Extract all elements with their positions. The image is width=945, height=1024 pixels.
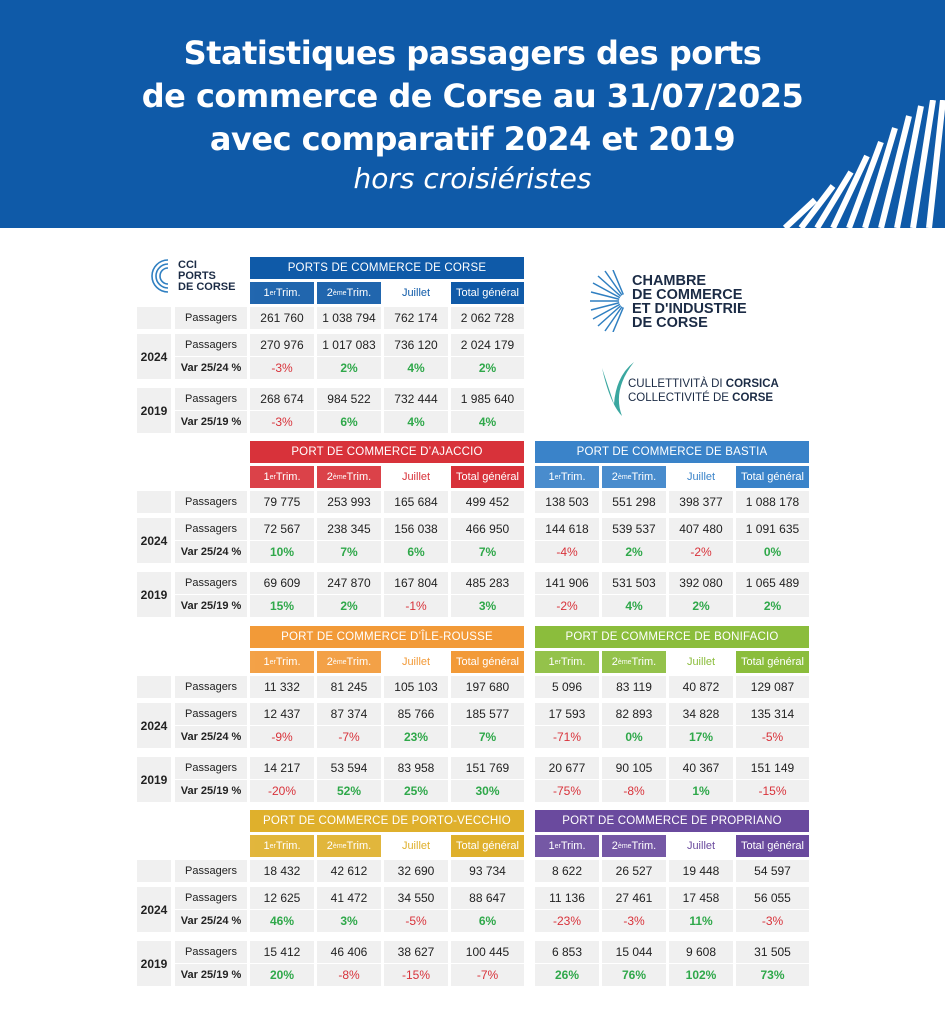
table-cell: 17% — [669, 726, 733, 748]
column-header: Total général — [451, 651, 524, 673]
table-cell: 4% — [602, 595, 666, 617]
table-cell: 2% — [669, 595, 733, 617]
table-cell: 2 024 179 — [451, 334, 524, 356]
table-cell: 15 412 — [250, 941, 314, 963]
table-cell: 11 136 — [535, 887, 599, 909]
table-cell: 9 608 — [669, 941, 733, 963]
table-cell: -2% — [669, 541, 733, 563]
table-cell: 23% — [384, 726, 448, 748]
table-cell: 4% — [384, 357, 448, 379]
table-cell: -4% — [535, 541, 599, 563]
table-cell: 42 612 — [317, 860, 381, 882]
row-label: Passagers — [175, 334, 247, 356]
table-cell: -15% — [736, 780, 809, 802]
table-cell: 6% — [451, 910, 524, 932]
row-label: Passagers — [175, 388, 247, 410]
column-header: 2 ème Trim. — [317, 651, 381, 673]
table-cell: 261 760 — [250, 307, 314, 329]
table-cell: 34 828 — [669, 703, 733, 725]
table-title: PORT DE COMMERCE D’ÎLE-ROUSSE — [250, 626, 524, 648]
column-header: 1 er Trim. — [250, 835, 314, 857]
table-cell: 238 345 — [317, 518, 381, 540]
table-cell: 14 217 — [250, 757, 314, 779]
table-cell: 102% — [669, 964, 733, 986]
table-cell: -7% — [451, 964, 524, 986]
table-cell: 27 461 — [602, 887, 666, 909]
column-header: 1 er Trim. — [535, 466, 599, 488]
table-cell: 11% — [669, 910, 733, 932]
cci-text-1: CCI — [178, 259, 197, 271]
year-2024-label: 2024 — [137, 887, 171, 932]
column-header: Total général — [736, 466, 809, 488]
table-cell: -3% — [602, 910, 666, 932]
table-cell: 135 314 — [736, 703, 809, 725]
table-cell: 2% — [451, 357, 524, 379]
table-cell: 392 080 — [669, 572, 733, 594]
row-year-blank — [137, 676, 171, 698]
cci-ports-logo-text — [178, 260, 235, 293]
table-cell: 407 480 — [669, 518, 733, 540]
column-header: 2 ème Trim. — [317, 282, 381, 304]
year-2019-label: 2019 — [137, 757, 171, 802]
table-cell: -15% — [384, 964, 448, 986]
table-cell: 38 627 — [384, 941, 448, 963]
table-cell: 53 594 — [317, 757, 381, 779]
table-cell: 151 149 — [736, 757, 809, 779]
row-label: Var 25/19 % — [175, 964, 247, 986]
column-header: 2 ème Trim. — [602, 651, 666, 673]
table-cell: 76% — [602, 964, 666, 986]
table-cell: 141 906 — [535, 572, 599, 594]
row-label: Passagers — [175, 860, 247, 882]
table-cell: 73% — [736, 964, 809, 986]
page-subtitle: hors croisiéristes — [353, 162, 592, 195]
column-header: Juillet — [384, 835, 448, 857]
chambre-line-4: DE CORSE — [632, 315, 708, 331]
table-title: PORT DE COMMERCE DE PORTO-VECCHIO — [250, 810, 524, 832]
table-cell: 54 597 — [736, 860, 809, 882]
table-title: PORTS DE COMMERCE DE CORSE — [250, 257, 524, 279]
table-cell: 87 374 — [317, 703, 381, 725]
year-2024-label: 2024 — [137, 334, 171, 379]
table-cell: 398 377 — [669, 491, 733, 513]
table-cell: 4% — [384, 411, 448, 433]
column-header: 2 ème Trim. — [317, 466, 381, 488]
row-label: Var 25/24 % — [175, 910, 247, 932]
column-header: 1 er Trim. — [535, 835, 599, 857]
table-cell: 4% — [451, 411, 524, 433]
row-year-blank — [137, 860, 171, 882]
table-cell: -23% — [535, 910, 599, 932]
cci-ports-logo-icon — [150, 258, 176, 294]
row-label: Var 25/24 % — [175, 726, 247, 748]
table-cell: -3% — [250, 357, 314, 379]
table-cell: 2% — [602, 541, 666, 563]
table-cell: 167 804 — [384, 572, 448, 594]
row-label: Passagers — [175, 676, 247, 698]
table-cell: 732 444 — [384, 388, 448, 410]
table-cell: -1% — [384, 595, 448, 617]
year-2024-label: 2024 — [137, 518, 171, 563]
collectivite-corse-text — [628, 377, 779, 405]
table-cell: 26 527 — [602, 860, 666, 882]
table-title: PORT DE COMMERCE DE BONIFACIO — [535, 626, 809, 648]
row-label: Passagers — [175, 491, 247, 513]
table-title: PORT DE COMMERCE DE PROPRIANO — [535, 810, 809, 832]
table-cell: 17 593 — [535, 703, 599, 725]
table-cell: 2% — [317, 357, 381, 379]
ctc-line2-b: CORSE — [732, 392, 774, 404]
table-cell: 165 684 — [384, 491, 448, 513]
table-cell: 83 119 — [602, 676, 666, 698]
column-header: 1 er Trim. — [535, 651, 599, 673]
table-cell: 7% — [317, 541, 381, 563]
table-cell: 5 096 — [535, 676, 599, 698]
table-cell: 539 537 — [602, 518, 666, 540]
year-2024-label: 2024 — [137, 703, 171, 748]
title-line-1: Statistiques passagers des ports — [183, 34, 762, 72]
column-header: Juillet — [669, 651, 733, 673]
table-cell: 247 870 — [317, 572, 381, 594]
chambre-commerce-text — [632, 274, 747, 330]
table-cell: 79 775 — [250, 491, 314, 513]
row-label: Var 25/19 % — [175, 411, 247, 433]
table-cell: 17 458 — [669, 887, 733, 909]
table-cell: 0% — [602, 726, 666, 748]
table-cell: 40 367 — [669, 757, 733, 779]
row-year-blank — [137, 491, 171, 513]
table-cell: 6 853 — [535, 941, 599, 963]
table-cell: 6% — [384, 541, 448, 563]
chambre-line-1: CHAMBRE — [632, 273, 707, 289]
table-cell: 12 625 — [250, 887, 314, 909]
ctc-line2-a: COLLECTIVITÉ DE — [628, 392, 733, 404]
table-cell: 151 769 — [451, 757, 524, 779]
table-cell: 90 105 — [602, 757, 666, 779]
table-cell: 7% — [451, 541, 524, 563]
table-cell: 20 677 — [535, 757, 599, 779]
table-cell: -3% — [250, 411, 314, 433]
table-title: PORT DE COMMERCE DE BASTIA — [535, 441, 809, 463]
table-cell: 56 055 — [736, 887, 809, 909]
table-cell: 12 437 — [250, 703, 314, 725]
table-cell: 52% — [317, 780, 381, 802]
table-cell: 88 647 — [451, 887, 524, 909]
table-cell: -9% — [250, 726, 314, 748]
table-cell: 185 577 — [451, 703, 524, 725]
title-line-3: avec comparatif 2024 et 2019 — [209, 120, 736, 158]
table-cell: 7% — [451, 726, 524, 748]
table-cell: 8 622 — [535, 860, 599, 882]
table-cell: -71% — [535, 726, 599, 748]
table-cell: -3% — [736, 910, 809, 932]
row-label: Passagers — [175, 572, 247, 594]
table-cell: 69 609 — [250, 572, 314, 594]
table-cell: 41 472 — [317, 887, 381, 909]
column-header: 2 ème Trim. — [317, 835, 381, 857]
table-cell: -8% — [317, 964, 381, 986]
table-cell: 10% — [250, 541, 314, 563]
row-label: Passagers — [175, 887, 247, 909]
table-cell: 81 245 — [317, 676, 381, 698]
row-year-blank — [137, 307, 171, 329]
column-header: 1 er Trim. — [250, 651, 314, 673]
year-2019-label: 2019 — [137, 941, 171, 986]
table-cell: 26% — [535, 964, 599, 986]
table-cell: 46% — [250, 910, 314, 932]
table-cell: 19 448 — [669, 860, 733, 882]
table-cell: 3% — [317, 910, 381, 932]
table-cell: 82 893 — [602, 703, 666, 725]
table-cell: 0% — [736, 541, 809, 563]
table-cell: 1 038 794 — [317, 307, 381, 329]
title-line-2: de commerce de Corse au 31/07/2025 — [141, 77, 804, 115]
header-banner — [0, 0, 945, 228]
table-cell: 156 038 — [384, 518, 448, 540]
table-cell: 1 065 489 — [736, 572, 809, 594]
table-cell: 551 298 — [602, 491, 666, 513]
table-cell: 100 445 — [451, 941, 524, 963]
row-label: Var 25/19 % — [175, 595, 247, 617]
table-cell: -5% — [736, 726, 809, 748]
table-cell: -5% — [384, 910, 448, 932]
year-2019-label: 2019 — [137, 572, 171, 617]
table-cell: 20% — [250, 964, 314, 986]
table-cell: 25% — [384, 780, 448, 802]
row-label: Passagers — [175, 307, 247, 329]
column-header: Total général — [451, 835, 524, 857]
table-cell: 531 503 — [602, 572, 666, 594]
column-header: 1 er Trim. — [250, 466, 314, 488]
table-cell: 499 452 — [451, 491, 524, 513]
cci-text-3: DE CORSE — [178, 281, 236, 293]
column-header: Total général — [736, 651, 809, 673]
table-cell: 466 950 — [451, 518, 524, 540]
column-header: 2 ème Trim. — [602, 466, 666, 488]
column-header: Juillet — [384, 651, 448, 673]
table-cell: 1% — [669, 780, 733, 802]
table-cell: 270 976 — [250, 334, 314, 356]
table-cell: 3% — [451, 595, 524, 617]
table-cell: 2% — [317, 595, 381, 617]
row-label: Passagers — [175, 518, 247, 540]
row-label: Var 25/24 % — [175, 541, 247, 563]
ctc-line1-b: CORSICA — [725, 378, 779, 390]
table-cell: 40 872 — [669, 676, 733, 698]
table-cell: 46 406 — [317, 941, 381, 963]
table-cell: 105 103 — [384, 676, 448, 698]
chambre-line-3: ET D'INDUSTRIE — [632, 301, 747, 317]
table-cell: -8% — [602, 780, 666, 802]
chambre-line-2: DE COMMERCE — [632, 287, 743, 303]
table-cell: 736 120 — [384, 334, 448, 356]
table-cell: 83 958 — [384, 757, 448, 779]
column-header: Juillet — [669, 835, 733, 857]
table-cell: 762 174 — [384, 307, 448, 329]
year-2019-label: 2019 — [137, 388, 171, 433]
table-cell: -7% — [317, 726, 381, 748]
table-cell: -75% — [535, 780, 599, 802]
table-cell: 6% — [317, 411, 381, 433]
table-cell: 30% — [451, 780, 524, 802]
table-cell: 85 766 — [384, 703, 448, 725]
column-header: Juillet — [384, 466, 448, 488]
column-header: Juillet — [384, 282, 448, 304]
table-cell: 2 062 728 — [451, 307, 524, 329]
table-cell: 1 088 178 — [736, 491, 809, 513]
ctc-line1-a: CULLETTIVITÀ DI — [628, 378, 726, 390]
row-label: Passagers — [175, 941, 247, 963]
table-cell: 197 680 — [451, 676, 524, 698]
table-cell: 144 618 — [535, 518, 599, 540]
table-cell: 253 993 — [317, 491, 381, 513]
table-cell: 485 283 — [451, 572, 524, 594]
column-header: Juillet — [669, 466, 733, 488]
table-cell: 2% — [736, 595, 809, 617]
row-label: Var 25/19 % — [175, 780, 247, 802]
table-cell: 32 690 — [384, 860, 448, 882]
table-cell: 1 985 640 — [451, 388, 524, 410]
table-cell: 268 674 — [250, 388, 314, 410]
table-cell: -20% — [250, 780, 314, 802]
chambre-commerce-logo-icon — [586, 270, 630, 332]
table-cell: 15% — [250, 595, 314, 617]
table-cell: 1 091 635 — [736, 518, 809, 540]
table-cell: 984 522 — [317, 388, 381, 410]
column-header: 2 ème Trim. — [602, 835, 666, 857]
table-cell: -2% — [535, 595, 599, 617]
table-cell: 1 017 083 — [317, 334, 381, 356]
column-header: Total général — [451, 282, 524, 304]
table-cell: 18 432 — [250, 860, 314, 882]
table-cell: 15 044 — [602, 941, 666, 963]
table-cell: 138 503 — [535, 491, 599, 513]
table-cell: 129 087 — [736, 676, 809, 698]
table-cell: 34 550 — [384, 887, 448, 909]
table-title: PORT DE COMMERCE D’AJACCIO — [250, 441, 524, 463]
decorative-rays-icon — [775, 100, 945, 228]
cci-text-2: PORTS — [178, 270, 216, 282]
column-header: Total général — [736, 835, 809, 857]
row-label: Var 25/24 % — [175, 357, 247, 379]
row-label: Passagers — [175, 703, 247, 725]
table-cell: 31 505 — [736, 941, 809, 963]
table-cell: 72 567 — [250, 518, 314, 540]
column-header: 1 er Trim. — [250, 282, 314, 304]
column-header: Total général — [451, 466, 524, 488]
table-cell: 11 332 — [250, 676, 314, 698]
table-cell: 93 734 — [451, 860, 524, 882]
row-label: Passagers — [175, 757, 247, 779]
